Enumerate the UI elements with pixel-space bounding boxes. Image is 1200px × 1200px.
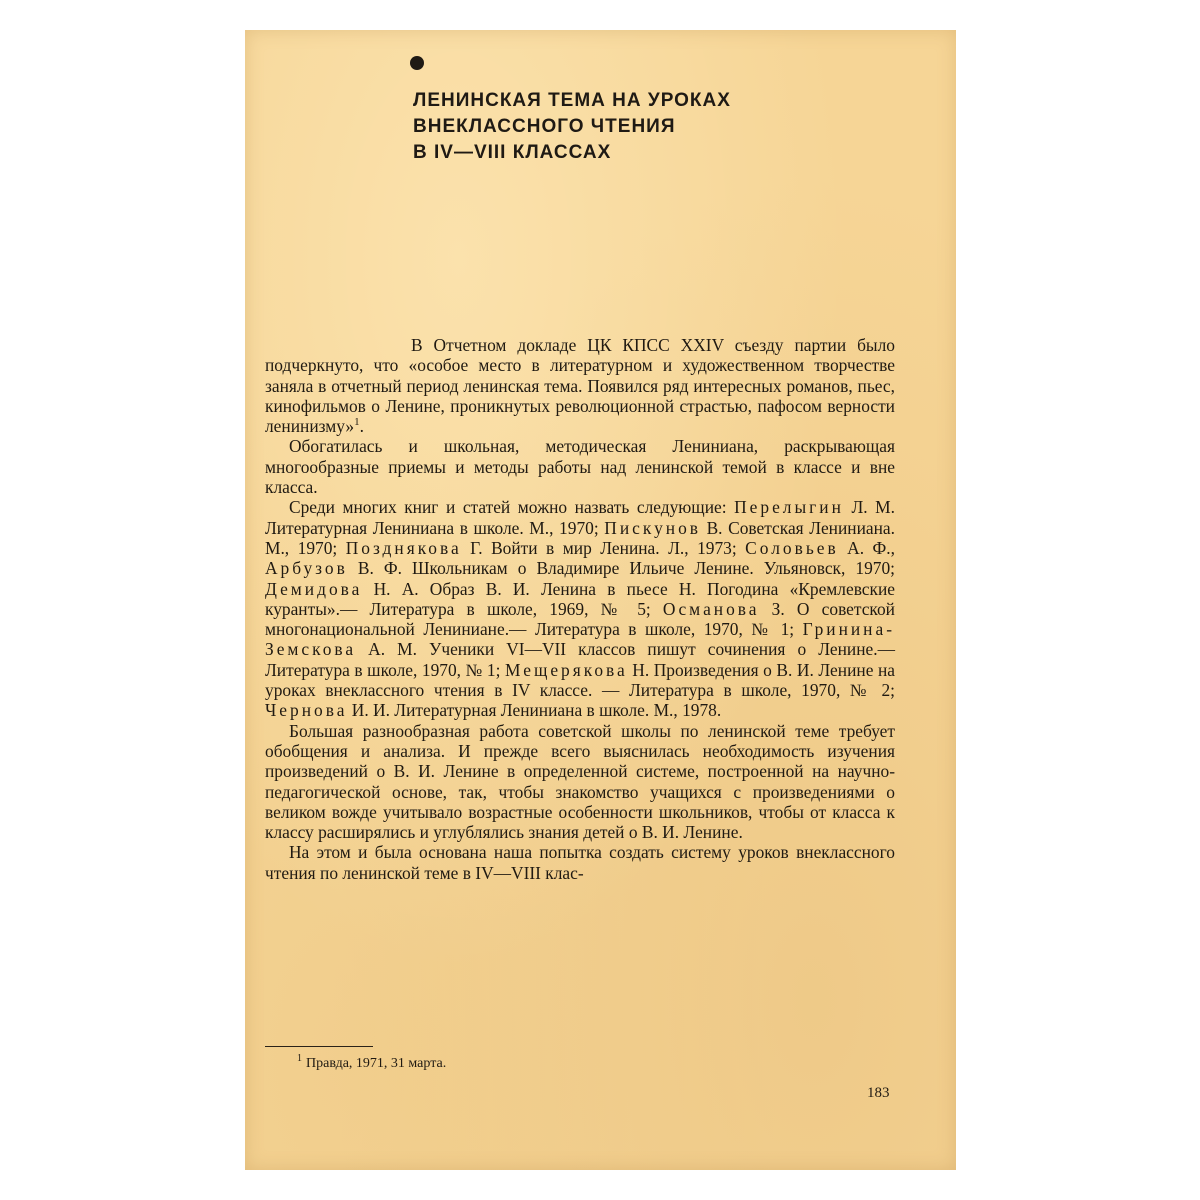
footnote-reference: 1 bbox=[354, 416, 360, 429]
reference-author: Позднякова bbox=[345, 537, 462, 558]
chapter-title bbox=[413, 88, 731, 166]
paragraph-3-lead: Среди многих книг и статей можно назвать следующие: bbox=[289, 497, 735, 518]
reference-author: Мещерякова bbox=[505, 659, 628, 680]
reference-details: В. Ф. Школьникам о Владимире Ильиче Ленине. Ульяновск, 1970; bbox=[347, 558, 895, 579]
paragraph-1-text: В Отчетном докладе ЦК КПСС XXIV съезду партии было подчеркнуто, что «особое место в литературном и художественном творчестве заняла в отчетный период ленинская тема. Появился ряд интересных романов, пьес, кинофильмов о Ленине, проникнутых революционной страстью, пафосом верности ленинизму» bbox=[265, 335, 895, 437]
reference-details: Л. М. Литературная Лениниана в школе. М., 1970; bbox=[265, 497, 895, 538]
reference-details: Н. А. Образ В. И. Ленина в пьесе Н. Погодина «Кремлевские куранты».— Литература в школе, 1969, № 5; bbox=[265, 578, 895, 619]
footnote-text: Правда, 1971, 31 марта. bbox=[306, 1056, 447, 1071]
chapter-title-line-3: В IV—VIII КЛАССАХ bbox=[413, 142, 612, 163]
paragraph-1: В Отчетном докладе ЦК КПСС XXIV съезду партии было подчеркнуто, что «особое место в литературном и художественном творчестве заняла в отчетный период ленинская тема. Появился ряд интересных романов, пьес, кинофильмов о Ленине, проникнутых революционной страстью, пафосом верности ленинизму»$^1$. bbox=[265, 335, 895, 437]
footnote-divider bbox=[265, 1046, 373, 1047]
reference-author: Арбузов bbox=[265, 558, 348, 579]
reference-author: Пискунов bbox=[604, 517, 701, 538]
reference-author: Чернова bbox=[265, 700, 348, 721]
reference-author: Османова bbox=[662, 598, 760, 619]
reference-details: И. И. Литературная Лениниана в школе. М., 1978. bbox=[347, 700, 722, 721]
reference-author: Соловьев bbox=[745, 537, 839, 558]
paragraph-3 bbox=[265, 497, 895, 720]
reference-details: А. М. Ученики VI—VII классов пишут сочинения о Ленине.— Литература в школе, 1970, № 1; bbox=[265, 639, 895, 680]
reference-details: А. Ф., bbox=[838, 537, 895, 558]
reference-author: Гринина-Земскова bbox=[265, 619, 895, 660]
body-text bbox=[265, 335, 895, 883]
paragraph-4: Большая разнообразная работа советской школы по ленинской теме требует обобщения и анализа. И прежде всего выяснилась необходимость изучения произведений о В. И. Ленине в определенной системе, построенной на научно-педагогической основе, так, чтобы знакомство учащихся с произведениями о великом вожде учитывало возрастные особенности школьников, чтобы от класса к классу расширялись и углублялись знания детей о В. И. Ленине. bbox=[265, 720, 895, 843]
reference-details: Н. Произведения о В. И. Ленине на уроках внеклассного чтения в IV классе. — Литература в школе, 1970, № 2; bbox=[265, 659, 895, 701]
reference-author: Демидова bbox=[265, 578, 363, 599]
page-number: 183 bbox=[867, 1085, 890, 1101]
paragraph-2: Обогатилась и школьная, методическая Лениниана, раскрывающая многообразные приемы и методы работы над ленинской темой в классе и вне класса. bbox=[265, 436, 895, 498]
chapter-title-line-1: ЛЕНИНСКАЯ ТЕМА НА УРОКАХ bbox=[413, 90, 731, 111]
book-page bbox=[245, 30, 956, 1170]
reference-details: Г. Войти в мир Ленина. Л., 1973; bbox=[461, 537, 746, 558]
reference-details: В. Советская Лениниана. М., 1970; bbox=[265, 517, 895, 558]
paragraph-5: На этом и была основана наша попытка создать систему уроков внеклассного чтения по ленинской теме в IV—VIII клас- bbox=[265, 842, 895, 883]
reference-details: З. О советской многонациональной Лениниане.— Литература в школе, 1970, № 1; bbox=[265, 598, 895, 640]
footnote-mark: 1 bbox=[297, 1053, 302, 1065]
reference-author: Перелыгин bbox=[734, 497, 844, 518]
chapter-title-line-2: ВНЕКЛАССНОГО ЧТЕНИЯ bbox=[413, 116, 676, 137]
title-bullet-icon bbox=[410, 56, 424, 70]
footnote bbox=[297, 1055, 446, 1073]
